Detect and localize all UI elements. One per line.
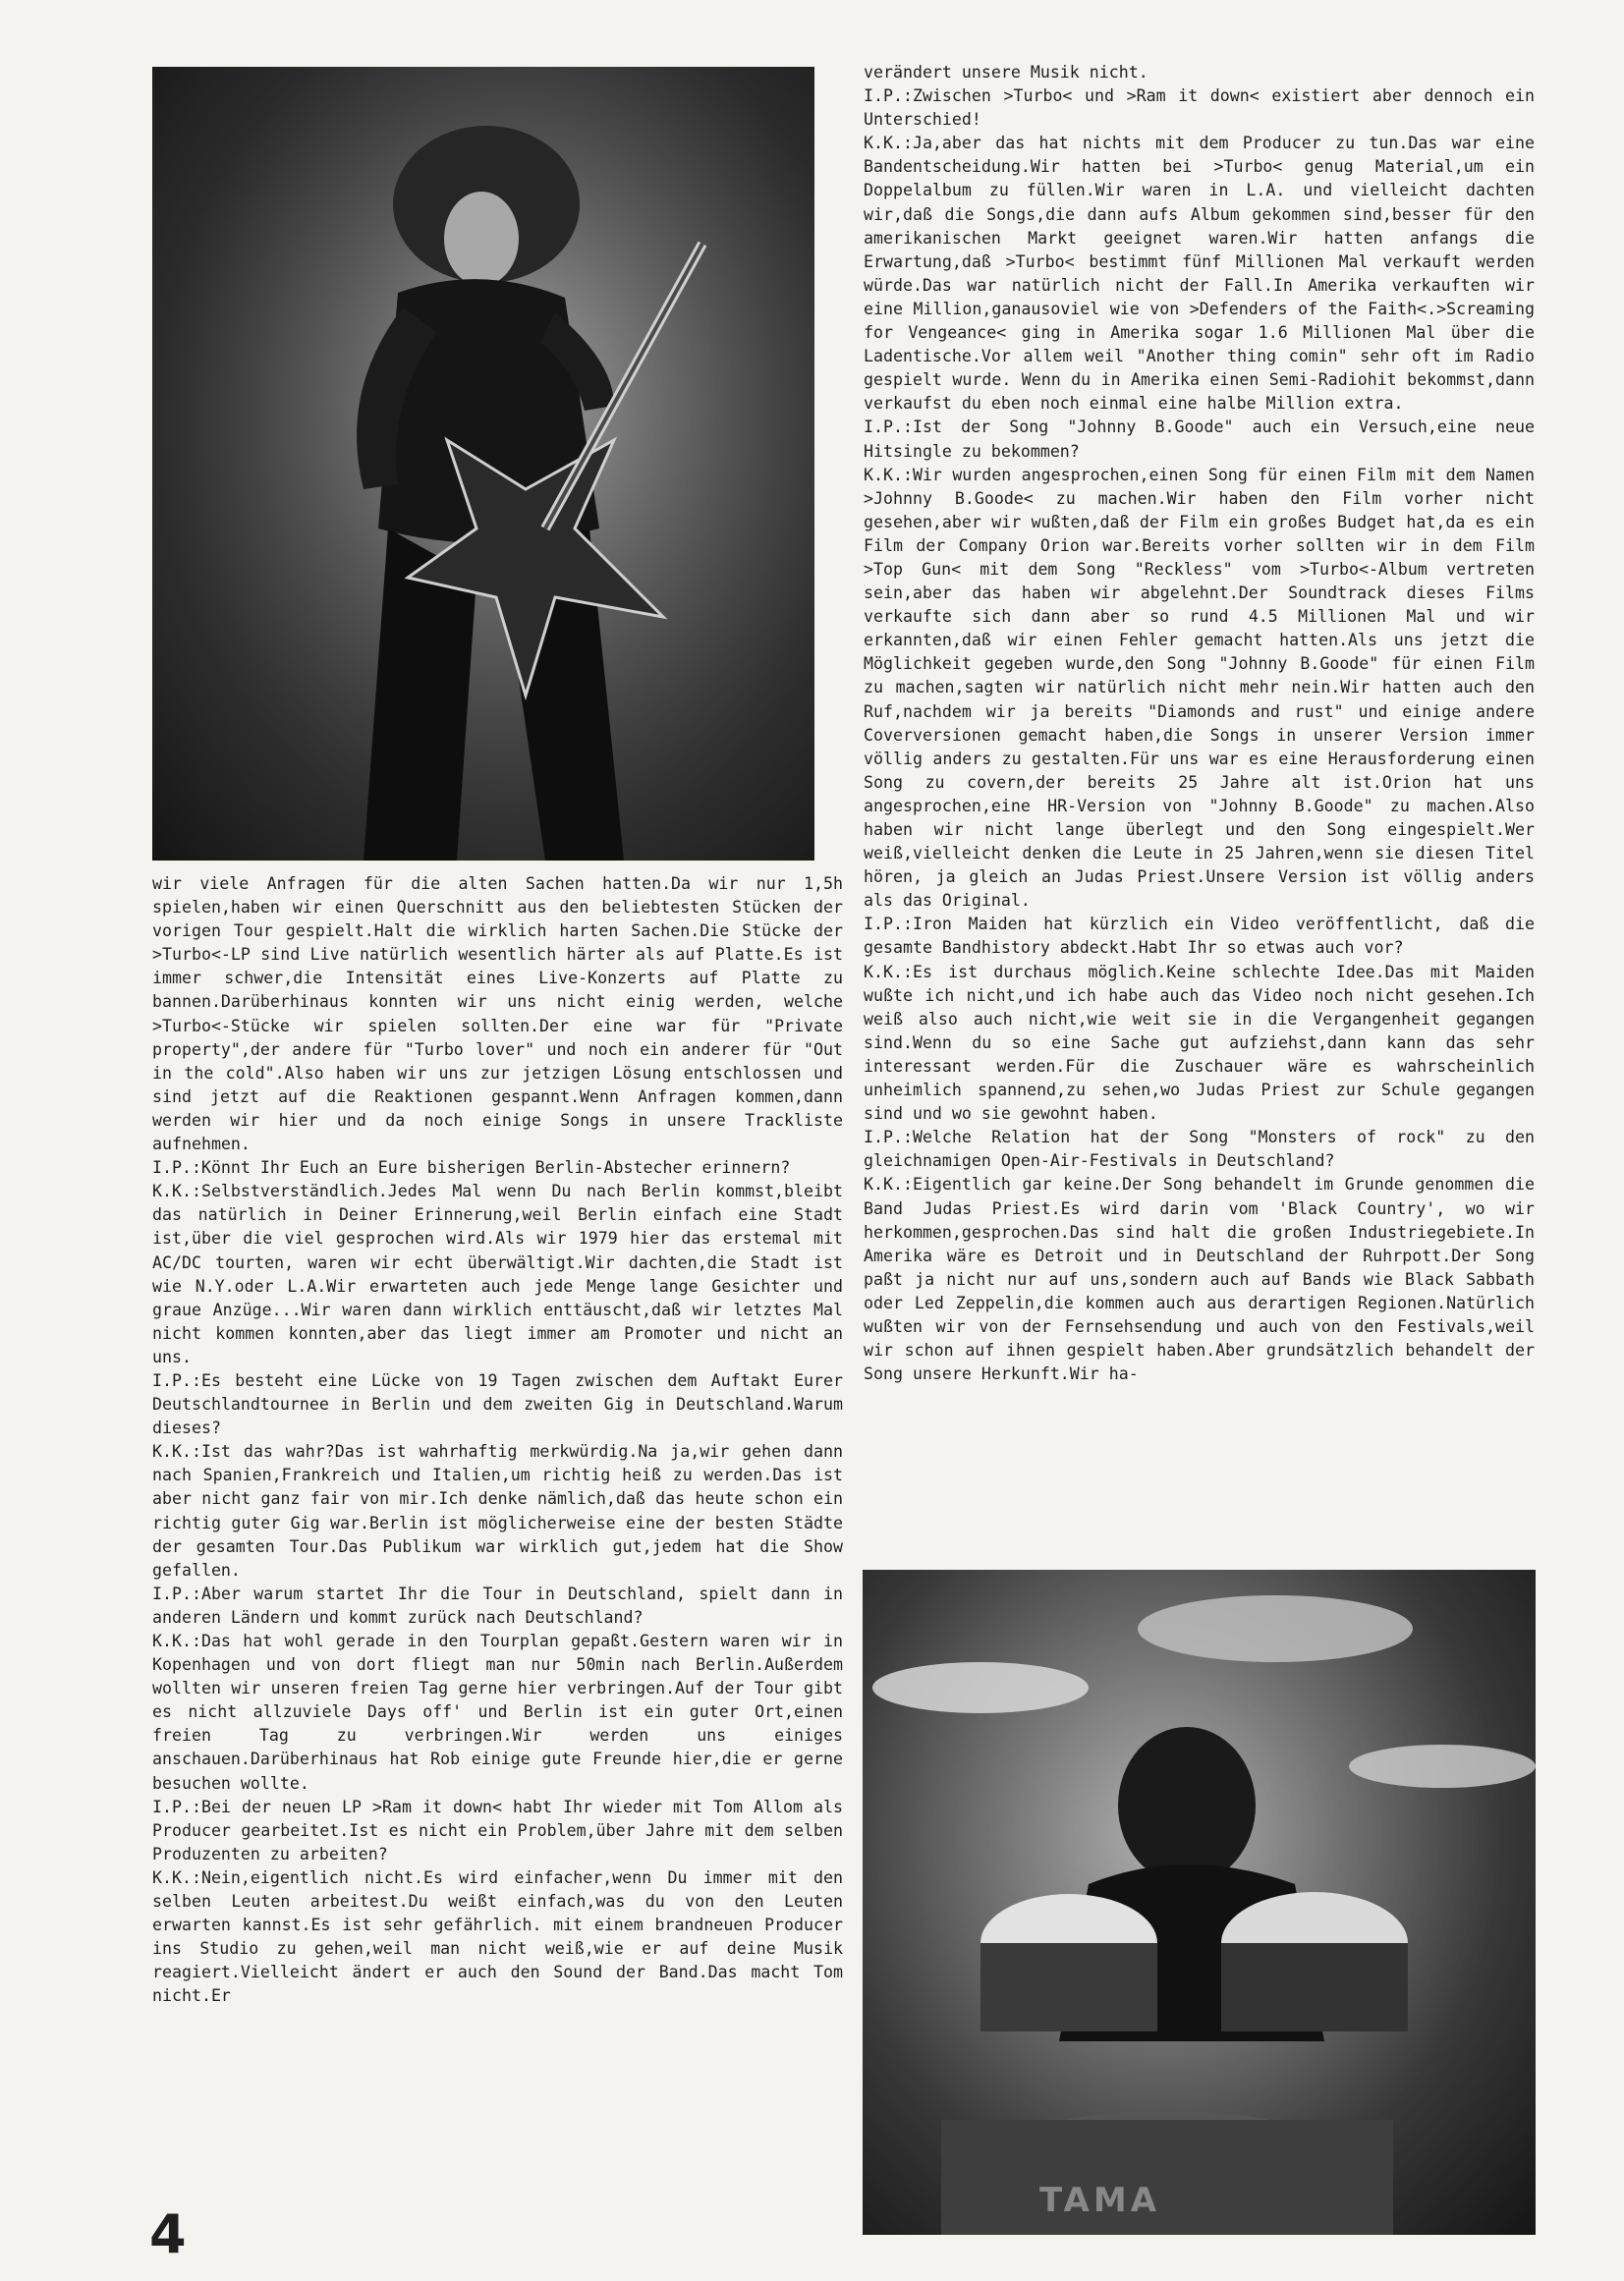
paragraph: K.K.:Eigentlich gar keine.Der Song behandelt im Grunde genommen die Band Judas Priest.Es wird darin vom 'Black Country', wo wir herkommen,gesprochen.Das sind halt die großen Industriegebiete.In Amerika wäre es Detroit und in Deutschland der Ruhrpott.Der Song paßt ja nicht nur auf uns,sondern auch auf Bands wie Black Sabbath oder Led Zeppelin,die kommen auch aus derartigen Regionen.Natürlich wußten wir von der Fernsehsendung und auch von den Festivals,weil wir schon auf ihnen gespielt haben.Aber grundsätzlich behandelt der Song unsere Herkunft.Wir ha- xyxy=(864,1175,1535,1384)
paragraph: I.P.:Welche Relation hat der Song "Monsters of rock" zu den gleichnamigen Open-Air-Festivals in Deutschland? xyxy=(864,1128,1535,1171)
drum-brand-logo: TAMA xyxy=(1039,2181,1161,2220)
paragraph: I.P.:Ist der Song "Johnny B.Goode" auch ein Versuch,eine neue Hitsingle zu bekommen? xyxy=(864,417,1535,461)
paragraph: I.P.:Bei der neuen LP >Ram it down< habt Ihr wieder mit Tom Allom als Producer gearbeitet.Ist es nicht ein Problem,über Jahre mit dem selben Produzenten zu arbeiten? xyxy=(152,1797,843,1864)
paragraph: K.K.:Ja,aber das hat nichts mit dem Producer zu tun.Das war eine Bandentscheidung.Wir hatten bei >Turbo< genug Material,um ein Doppelalbum zu füllen.Wir waren in L.A. und vielleicht dachten wir,daß die Songs,die dann aufs Album gekommen sind,besser für den amerikanischen Markt geeignet waren.Wir hatten anfangs die Erwartung,daß >Turbo< bestimmt fünf Millionen Mal verkauft werden würde.Das war natürlich nicht der Fall.In Amerika verkauften wir eine Million,ganausoviel wie von >Defenders of the Faith<.>Screaming for Vengeance< ging in Amerika sogar 1.6 Millionen Mal über die Ladentische.Vor allem weil "Another thing comin" sehr oft im Radio gespielt wurde. Wenn du in Amerika einen Semi-Radiohit bekommst,dann verkaufst du eben noch einmal eine halbe Million extra. xyxy=(864,134,1535,414)
guitarist-photo-illustration xyxy=(152,67,814,861)
paragraph: K.K.:Selbstverständlich.Jedes Mal wenn Du nach Berlin kommst,bleibt das natürlich in Deiner Erinnerung,weil Berlin einfach eine Stadt ist,über die viel gesprochen wird.Als wir 1979 hier das erstemal mit AC/DC tourten, waren wir echt überwältigt.Wir dachten,die Stadt ist wie N.Y.oder L.A.Wir erwarteten auch jede Menge lange Gesichter und graue Anzüge...Wir waren dann wirklich enttäuscht,daß wir letztes Mal nicht kommen konnten,aber das liegt immer am Promoter und nicht an uns. xyxy=(152,1182,843,1366)
paragraph: I.P.:Könnt Ihr Euch an Eure bisherigen Berlin-Abstecher erinnern? xyxy=(152,1158,791,1178)
article-column-right xyxy=(864,61,1535,1386)
paragraph: I.P.:Zwischen >Turbo< und >Ram it down< existiert aber dennoch ein Unterschied! xyxy=(864,86,1535,130)
guitarist-photo xyxy=(152,67,814,861)
article-column-left xyxy=(152,872,843,2009)
paragraph: K.K.:Es ist durchaus möglich.Keine schlechte Idee.Das mit Maiden wußte ich nicht,und ich habe auch das Video noch nicht gesehen.Ich weiß also auch nicht,wie weit sie in die Vergangenheit gegangen sind.Wenn du so eine Sache gut aufziehst,dann kann das sehr interessant werden.Für die Zuschauer wäre es wahrscheinlich unheimlich spannend,zu sehen,wo Judas Priest zur Schule gegangen sind und wo sie gewohnt haben. xyxy=(864,962,1535,1124)
paragraph: K.K.:Ist das wahr?Das ist wahrhaftig merkwürdig.Na ja,wir gehen dann nach Spanien,Frankreich und Italien,um richtig heiß zu werden.Das ist aber nicht ganz fair von mir.Ich denke nämlich,daß das heute schon ein richtig guter Gig war.Berlin ist möglicherweise eine der besten Städte der gesamten Tour.Das Publikum war wirklich gut,jedem hat die Show gefallen. xyxy=(152,1442,843,1580)
paragraph: K.K.:Nein,eigentlich nicht.Es wird einfacher,wenn Du immer mit den selben Leuten arbeitest.Du weißt einfach,was du von den Leuten erwarten kannst.Es ist sehr gefährlich. mit einem brandneuen Producer ins Studio zu gehen,weil man nicht weiß,wie er auf deine Musik reagiert.Vielleicht ändert er auch den Sound der Band.Das macht Tom nicht.Er xyxy=(152,1867,843,2006)
drummer-photo xyxy=(863,1570,1536,2235)
paragraph: verändert unsere Musik nicht. xyxy=(864,63,1148,82)
paragraph: I.P.:Es besteht eine Lücke von 19 Tagen zwischen dem Auftakt Eurer Deutschlandtournee in Berlin und dem zweiten Gig in Deutschland.Warum dieses? xyxy=(152,1370,843,1438)
paragraph: K.K.:Wir wurden angesprochen,einen Song für einen Film mit dem Namen >Johnny B.Goode< zu machen.Wir haben den Film vorher nicht gesehen,aber wir wußten,daß der Film ein großes Budget hat,da es ein Film der Company Orion war.Bereits vorher sollten wir in dem Film >Top Gun< mit dem Song "Reckless" vom >Turbo<-Album vertreten sein,aber das haben wir abgelehnt.Der Soundtrack dieses Films verkaufte sich dann aber so rund 4.5 Millionen Mal und wir erkannten,daß wir einen Fehler gemacht hatten.Als uns jetzt die Möglichkeit gegeben wurde,den Song "Johnny B.Goode" für einen Film zu machen,sagten wir natürlich nicht mehr nein.Wir hatten auch den Ruf,nachdem wir ja bereits "Diamonds and rust" und einige andere Coverversionen gemacht haben,die Songs in unserer Version immer völlig anders zu gestalten.Für uns war es eine Herausforderung einen Song zu covern,der bereits 25 Jahre alt ist.Orion hat uns angesprochen,eine HR-Version von "Johnny B.Goode" zu machen.Also haben wir nicht lange überlegt und den Song eingespielt.Wer weiß,vielleicht denken die Leute in 25 Jahren,wenn sie diesen Titel hören, ja gleich an Judas Priest.Unsere Version ist völlig anders als das Original. xyxy=(864,465,1535,911)
drummer-photo-illustration xyxy=(863,1570,1536,2235)
paragraph: I.P.:Aber warum startet Ihr die Tour in Deutschland, spielt dann in anderen Ländern und kommt zurück nach Deutschland? xyxy=(152,1584,843,1627)
page-number: 4 xyxy=(149,2203,187,2265)
paragraph: I.P.:Iron Maiden hat kürzlich ein Video veröffentlicht, daß die gesamte Bandhistory abdeckt.Habt Ihr so etwas auch vor? xyxy=(864,915,1535,958)
paragraph: wir viele Anfragen für die alten Sachen hatten.Da wir nur 1,5h spielen,haben wir einen Querschnitt aus den beliebtesten Stücken der vorigen Tour gespielt.Halt die wirklich harten Sachen.Die Stücke der >Turbo<-LP sind Live natürlich wesentlich härter als auf Platte.Es ist immer schwer,die Intensität eines Live-Konzerts auf Platte zu bannen.Darüberhinaus konnten wir uns nicht einig werden, welche >Turbo<-Stücke wir spielen sollten.Der eine war für "Private property",der andere für "Turbo lover" und noch ein anderer für "Out in the cold".Also haben wir uns zur jetzigen Lösung entschlossen und sind jetzt auf die Reaktionen gespannt.Wenn Anfragen kommen,dann werden wir hier und da noch einige Songs in unsere Trackliste aufnehmen. xyxy=(152,874,843,1154)
paragraph: K.K.:Das hat wohl gerade in den Tourplan gepaßt.Gestern waren wir in Kopenhagen und von dort fliegt man nur 50min nach Berlin.Außerdem wollten wir unseren freien Tag gerne hier verbringen.Auf der Tour gibt es nicht allzuviele Days off' und Berlin ist ein guter Ort,einen freien Tag zu verbringen.Wir werden uns einiges anschauen.Darüberhinaus hat Rob einige gute Freunde hier,die er gerne besuchen wollte. xyxy=(152,1632,843,1793)
